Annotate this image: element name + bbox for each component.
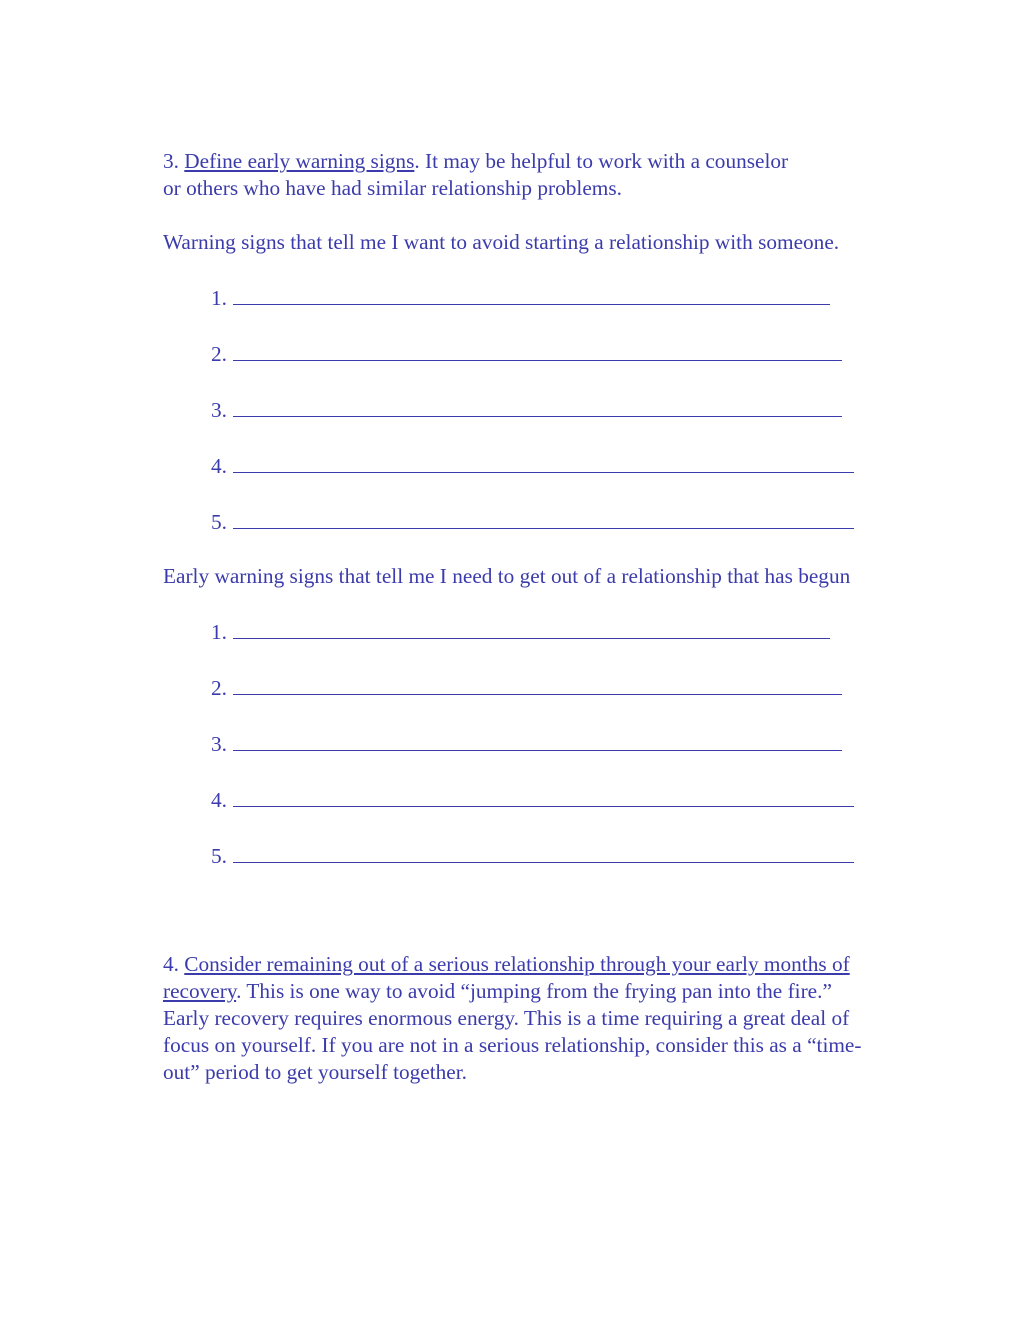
- answer-line[interactable]: [233, 673, 842, 695]
- list-b-item-4[interactable]: [211, 785, 873, 814]
- list-a-item-number: 1.: [211, 286, 227, 310]
- section-3-text-2: or others who have had similar relationship problems.: [163, 176, 622, 200]
- list-a-item-number: 4.: [211, 454, 227, 478]
- document-page: [163, 148, 873, 1086]
- section-4-paragraph: [163, 951, 873, 1086]
- list-b-item-2[interactable]: [211, 673, 873, 702]
- list-a: [163, 283, 873, 536]
- answer-line[interactable]: [233, 395, 842, 417]
- section-4-heading: Consider remaining out of a serious relationship through your early months of recovery: [163, 952, 850, 1003]
- list-a-item-4[interactable]: [211, 451, 873, 480]
- section-3-paragraph: [163, 148, 873, 202]
- list-a-item-number: 5.: [211, 510, 227, 534]
- list-b-item-3[interactable]: [211, 729, 873, 758]
- answer-line[interactable]: [233, 507, 854, 529]
- list-b-item-number: 4.: [211, 788, 227, 812]
- section-4-number: 4.: [163, 952, 185, 976]
- list-a-item-number: 3.: [211, 398, 227, 422]
- section-3-number: 3.: [163, 149, 185, 173]
- list-b-item-1[interactable]: [211, 617, 873, 646]
- section-3-text-1: . It may be helpful to work with a counselor: [414, 149, 789, 173]
- section-4-body: . This is one way to avoid “jumping from the frying pan into the fire.” Early recovery requires enormous energy. This is a time requiring a great deal of focus on yourself. If you are not in a serious relationship, consider this as a “time-out” period to get yourself together.: [163, 979, 862, 1084]
- list-b-item-number: 5.: [211, 844, 227, 868]
- answer-line[interactable]: [233, 617, 830, 639]
- section-3-heading: Define early warning signs: [184, 149, 415, 173]
- list-b: [163, 617, 873, 870]
- answer-line[interactable]: [233, 451, 854, 473]
- list-a-item-3[interactable]: [211, 395, 873, 424]
- answer-line[interactable]: [233, 785, 854, 807]
- list-a-item-1[interactable]: [211, 283, 873, 312]
- list-a-item-5[interactable]: [211, 507, 873, 536]
- answer-line[interactable]: [233, 841, 854, 863]
- list-b-item-number: 3.: [211, 732, 227, 756]
- answer-line[interactable]: [233, 283, 830, 305]
- spacer: [163, 897, 873, 951]
- answer-line[interactable]: [233, 729, 842, 751]
- list-b-prompt: Early warning signs that tell me I need to get out of a relationship that has begun: [163, 564, 851, 588]
- answer-line[interactable]: [233, 339, 842, 361]
- list-a-item-number: 2.: [211, 342, 227, 366]
- list-b-item-number: 1.: [211, 620, 227, 644]
- list-a-prompt: Warning signs that tell me I want to avoid starting a relationship with someone.: [163, 230, 840, 254]
- list-b-item-number: 2.: [211, 676, 227, 700]
- list-b-item-5[interactable]: [211, 841, 873, 870]
- list-a-item-2[interactable]: [211, 339, 873, 368]
